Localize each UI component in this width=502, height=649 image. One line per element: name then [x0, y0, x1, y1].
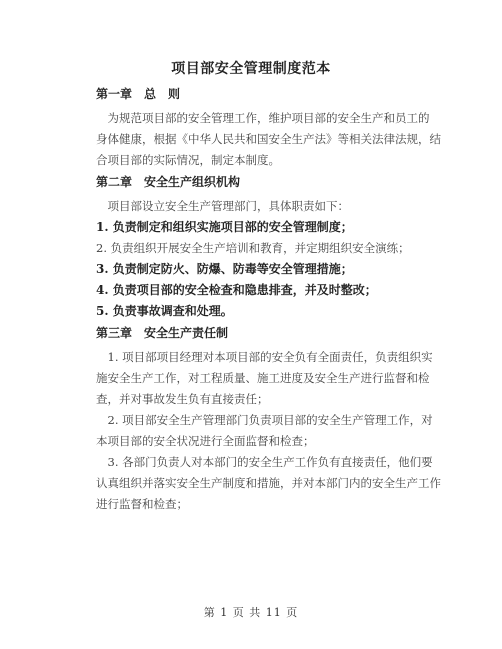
chapter2-item: 3. 负责制定防火、防爆、防毒等安全管理措施；	[96, 262, 353, 276]
chapter2-item: 4. 负责项目部的安全检查和隐患排查，并及时整改；	[96, 283, 377, 297]
chapter1-line: 身体健康，根据《中华人民共和国安全生产法》等相关法律法规，结	[96, 132, 441, 146]
chapter2-item: 1. 负责制定和组织实施项目部的安全管理制度；	[96, 220, 353, 234]
chapter3-line: 1. 项目部项目经理对本项目部的安全负有全面责任，负责组织实	[96, 350, 433, 364]
chapter3-line: 3. 各部门负责人对本部门的安全生产工作负有直接责任，他们要	[96, 455, 433, 469]
chapter2-item: 2. 负责组织开展安全生产培训和教育，并定期组织安全演练；	[96, 241, 410, 255]
chapter2-heading: 第二章 安全生产组织机构	[96, 175, 241, 189]
chapter1-line: 合项目部的实际情况，制定本制度。	[96, 153, 280, 167]
chapter3-line: 施安全生产工作，对工程质量、施工进度及安全生产进行监督和检	[96, 371, 430, 385]
chapter3-line: 认真组织并落实安全生产制度和措施，并对本部门内的安全生产工作	[96, 476, 441, 490]
chapter2-intro: 项目部设立安全生产管理部门，具体职责如下：	[96, 199, 349, 213]
chapter2-item: 5. 负责事故调查和处理。	[96, 304, 233, 318]
chapter3-line: 本项目部的安全状况进行全面监督和检查；	[96, 434, 315, 448]
chapter1-heading: 第一章 总 则	[96, 87, 181, 101]
chapter3-line: 2. 项目部安全生产管理部门负责项目部的安全生产管理工作，对	[96, 413, 433, 427]
chapter1-line: 为规范项目部的安全管理工作，维护项目部的安全生产和员工的	[96, 111, 430, 125]
document-title: 项目部安全管理制度范本	[171, 61, 331, 77]
chapter3-line: 进行监督和检查；	[96, 497, 188, 511]
document-body	[96, 86, 441, 515]
page-number-footer: 第 1 页 共 11 页	[203, 606, 299, 619]
chapter3-heading: 第三章 安全生产责任制	[96, 326, 229, 340]
chapter3-line: 查，并对事故发生负有直接责任；	[96, 392, 269, 406]
